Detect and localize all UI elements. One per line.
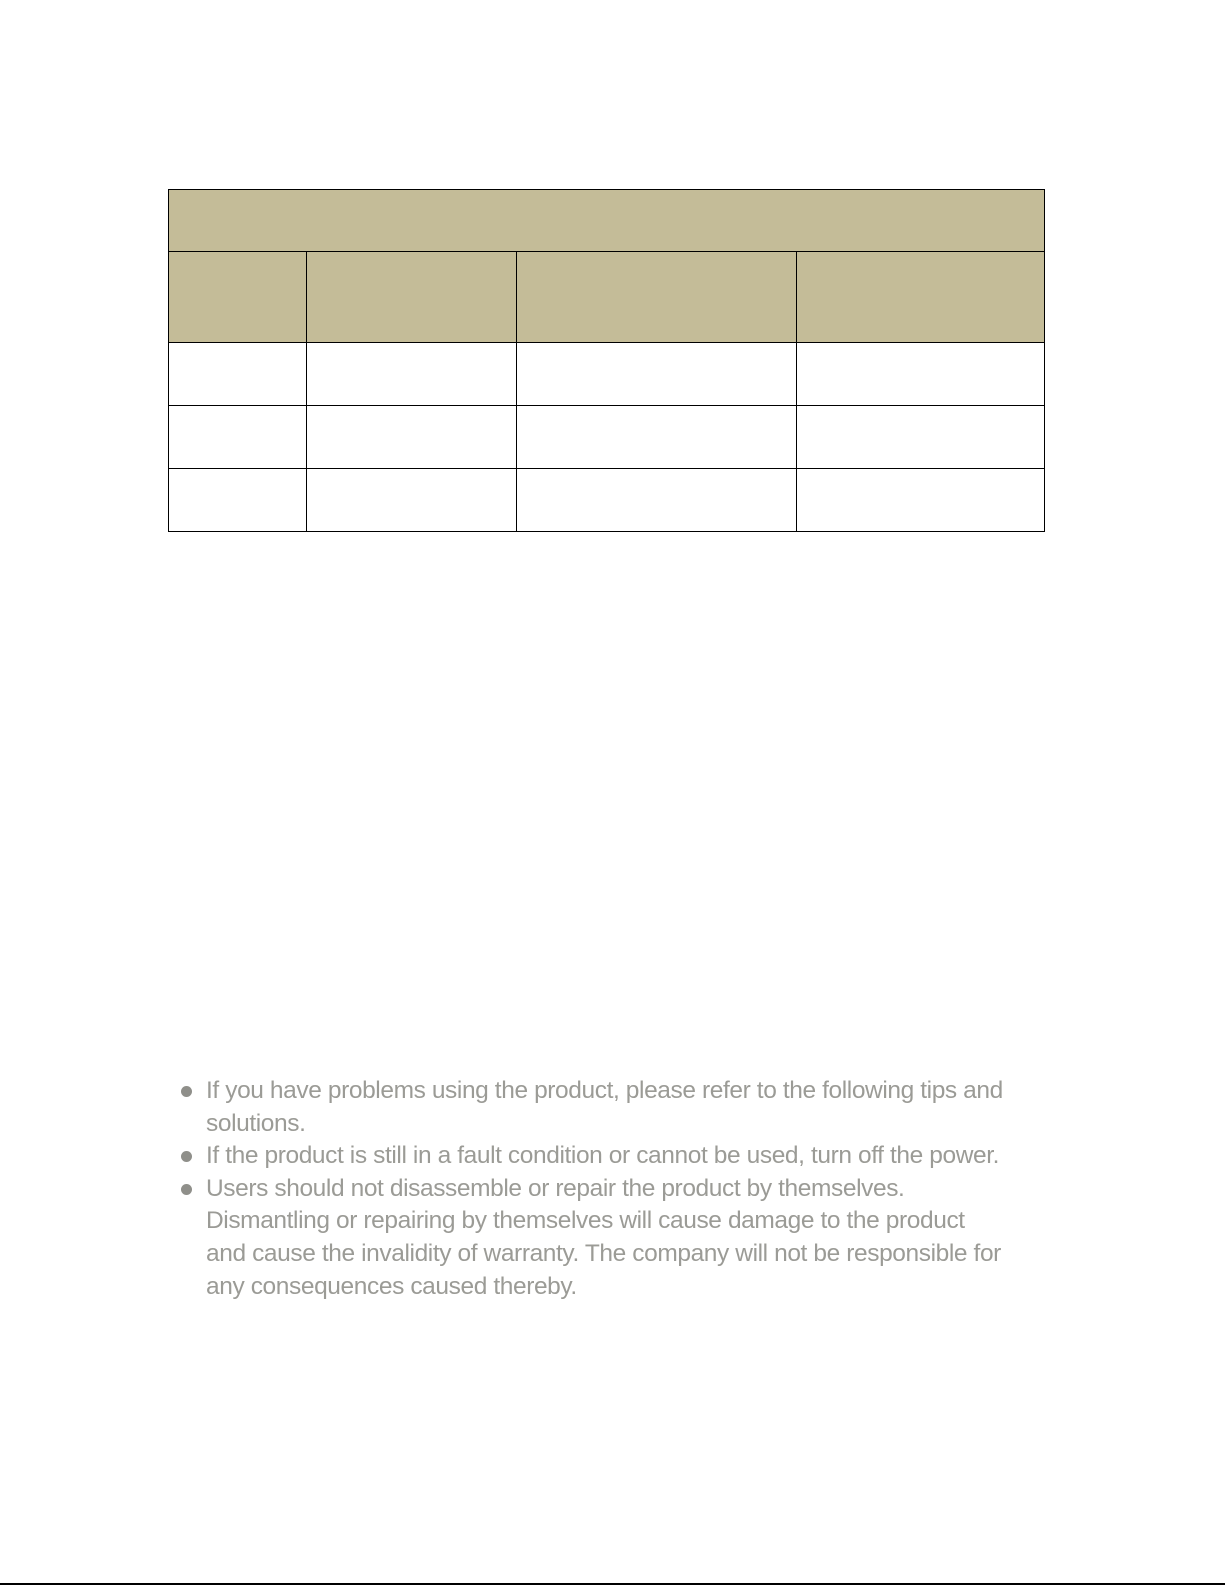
table-cell <box>169 469 307 532</box>
table-cell <box>517 343 797 406</box>
note-text: Users should not disassemble or repair the product by themselves. Dismantling or repairing by themselves will cause damage to the product and cause the invalidity of warranty. The company will not be responsible for any consequences caused thereby. <box>206 1174 1001 1300</box>
list-item <box>180 1075 1010 1140</box>
list-item <box>180 1173 1010 1303</box>
table-cell <box>797 469 1045 532</box>
bullet-dot-icon <box>181 1086 192 1097</box>
table-cell <box>797 343 1045 406</box>
table-cell <box>307 469 517 532</box>
bullet-dot-icon <box>181 1184 192 1195</box>
list-item <box>180 1140 1010 1173</box>
table-row <box>169 469 1045 532</box>
table-cell <box>307 343 517 406</box>
table-cell <box>169 343 307 406</box>
table-cell <box>797 406 1045 469</box>
table-header-cell <box>169 252 307 343</box>
table-header-cell <box>307 252 517 343</box>
table-cell <box>517 469 797 532</box>
bullet-dot-icon <box>181 1151 192 1162</box>
troubleshooting-table <box>168 189 1045 532</box>
table-cell <box>517 406 797 469</box>
table-header-cell <box>517 252 797 343</box>
note-text: If the product is still in a fault condition or cannot be used, turn off the power. <box>206 1142 1000 1170</box>
table-cell <box>307 406 517 469</box>
table-title-cell <box>169 190 1045 252</box>
note-text: If you have problems using the product, please refer to the following tips and solutions. <box>206 1077 1003 1137</box>
table-cell <box>169 406 307 469</box>
table-row <box>169 406 1045 469</box>
table-title-row <box>169 190 1045 252</box>
table-header-row <box>169 252 1045 343</box>
troubleshooting-notes-list <box>180 1075 1010 1303</box>
table-row <box>169 343 1045 406</box>
table-header-cell <box>797 252 1045 343</box>
